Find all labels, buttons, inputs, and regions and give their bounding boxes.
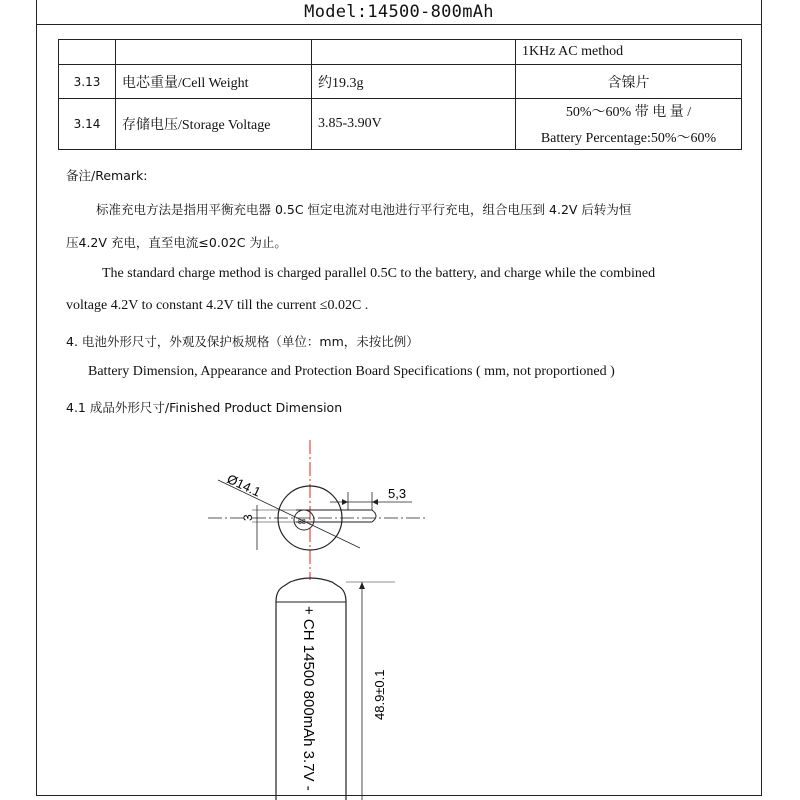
nickel-tab	[296, 510, 376, 522]
row-remark: 含镍片	[516, 65, 742, 99]
table-row	[59, 99, 742, 150]
cell-marking: + CH 14500 800mAh 3.7V -	[300, 606, 317, 791]
table-row	[59, 65, 742, 99]
row-item: 电芯重量/Cell Weight	[116, 65, 312, 99]
row-value: 约19.3g	[312, 65, 516, 99]
row-item: 存储电压/Storage Voltage	[116, 99, 312, 150]
row-number: 3.13	[59, 65, 116, 99]
tab-height-label: 3	[241, 514, 255, 521]
terminal-mark: 88	[298, 519, 306, 526]
diameter-label: Ø14.1	[224, 471, 264, 500]
remark-zh-line-1: 标准充电方法是指用平衡充电器 0.5C 恒定电流对电池进行平行充电，组合电压到 4.2V 后转为恒	[96, 202, 632, 217]
length-label: 48.9±0.1	[372, 669, 387, 720]
remark-en-line-2: voltage 4.2V to constant 4.2V till the current ≤0.02C .	[66, 298, 369, 313]
remark-en-line-1: The standard charge method is charged parallel 0.5C to the battery, and charge while the combined	[102, 266, 656, 281]
title-divider	[36, 24, 762, 25]
model-title: Model:14500-800mAh	[304, 2, 494, 22]
table-row	[59, 40, 742, 65]
remark-heading: 备注/Remark:	[66, 168, 148, 183]
row-number: 3.14	[59, 99, 116, 150]
row-remark	[516, 99, 742, 150]
dimension-drawing	[0, 430, 800, 800]
tab-width-label: 5,3	[388, 486, 407, 501]
remark-zh-line-2: 压4.2V 充电，直至电流≤0.02C 为止。	[66, 235, 287, 250]
row-value: 3.85-3.90V	[312, 99, 516, 150]
section-4-1-heading: 4.1 成品外形尺寸/Finished Product Dimension	[66, 400, 343, 415]
remark-line-1: 50%～60% 带 电 量 /	[565, 105, 692, 120]
header-cell: 1KHz AC method	[516, 40, 742, 65]
remark-line-2: Battery Percentage:50%～60%	[540, 131, 717, 146]
section-4-heading: 4. 电池外形尺寸，外观及保护板规格（单位：mm，未按比例）	[66, 334, 419, 349]
section-4-english: Battery Dimension, Appearance and Protection Board Specifications ( mm, not proportioned )	[88, 364, 615, 379]
spec-table	[58, 39, 742, 150]
